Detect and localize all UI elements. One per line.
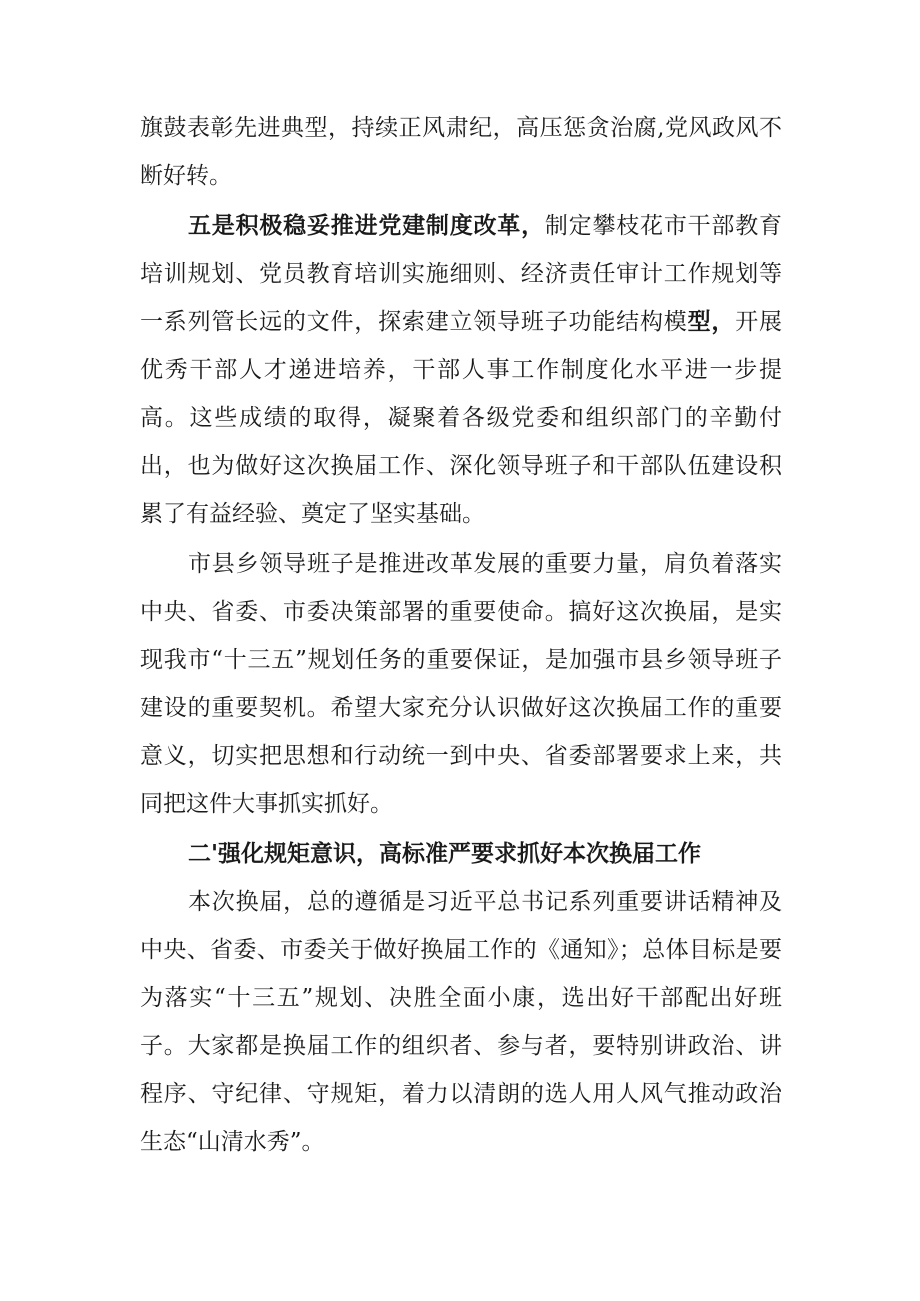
paragraph-election-goals: 本次换届，总的遵循是习近平总书记系列重要讲话精神及中央、省委、市委关于做好换届工作的《通知》；总体目标是要为落实“十三五”规划、决胜全面小康，选出好干部配出好班子。大家都是换届工作的组织者、参与者，要特别讲政治、讲程序、守纪律、守规矩，着力以清朗的选人用人风气推动政治生态“山清水秀”。 bbox=[140, 889, 782, 1155]
paragraph-text: 开展优秀干部人才递进培养，干部人事工作制度化水平进一步提高。这些成绩的取得，凝聚着各级党委和组织部门的辛勤付出，也为做好这次换届工作、深化领导班子和干部队伍建设积累了有益经验、奠定了坚实基础。 bbox=[140, 309, 783, 527]
paragraph-inline-bold: 型， bbox=[687, 308, 736, 335]
document-body bbox=[140, 104, 782, 1166]
paragraph-continuation: 旗鼓表彰先进典型，持续正风肃纪，高压惩贪治腐,党风政风不断好转。 bbox=[140, 115, 782, 189]
section-heading-2: 二'强化规矩意识，高标准严要求抓好本次换届工作 bbox=[188, 840, 702, 867]
paragraph-leadership-importance: 市县乡领导班子是推进改革发展的重要力量，肩负着落实中央、省委、市委决策部署的重要使命。搞好这次换届，是实现我市“十三五”规划任务的重要保证，是加强市县乡领导班子建设的重要契机。希望大家充分认识做好这次换届工作的重要意义，切实把思想和行动统一到中央、省委部署要求上来，共同把这件大事抓实抓好。 bbox=[140, 551, 782, 817]
paragraph-party-reform bbox=[140, 202, 782, 538]
paragraph-text: 制定攀枝花市干部教育培训规划、党员教育培训实施细则、经济责任审计工作规划等一系列管长远的文件，探索建立领导班子功能结构模 bbox=[140, 213, 783, 335]
paragraph-lead-bold: 五是积极稳妥推进党建制度改革， bbox=[188, 212, 545, 239]
